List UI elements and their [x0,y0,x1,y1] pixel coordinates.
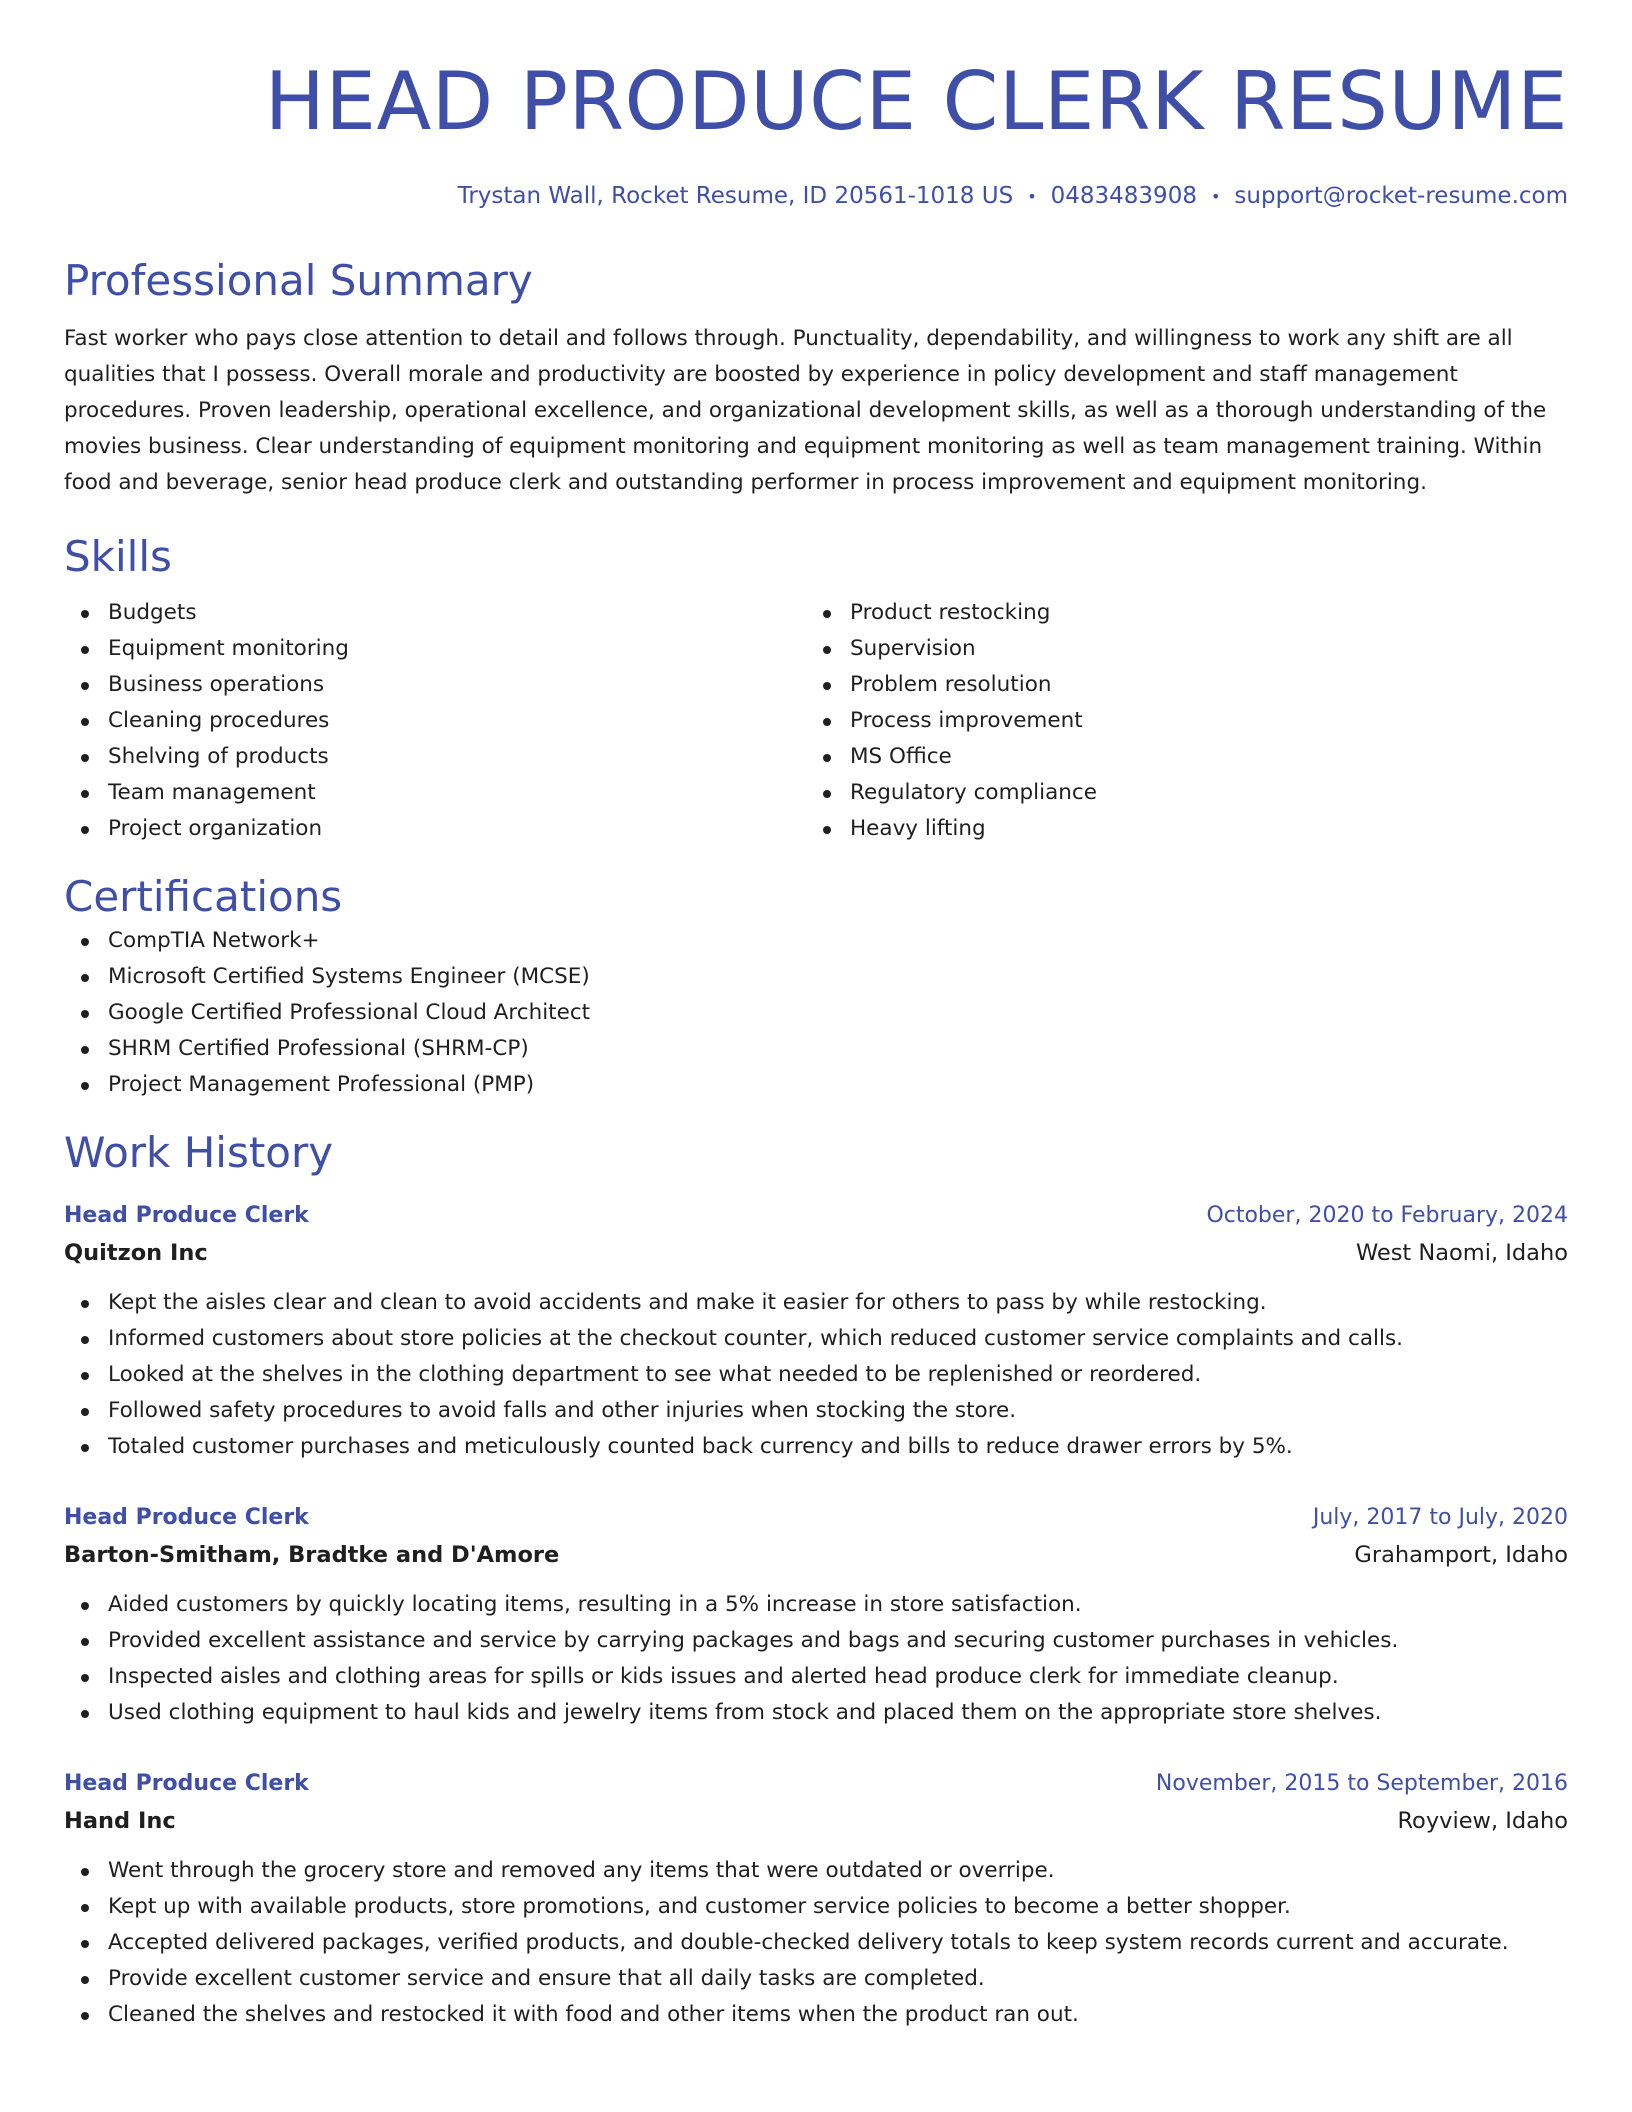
job-bullets [64,1587,1568,1731]
job-bullet: Looked at the shelves in the clothing department to see what needed to be replenished or reordered. [64,1357,1568,1393]
certification-item: Microsoft Certified Systems Engineer (MCSE) [64,959,1568,995]
job-location: Royview, Idaho [1397,1807,1568,1834]
certifications-heading: Certifications [64,871,343,921]
job-header [64,1767,1568,1801]
certification-item: Google Certified Professional Cloud Architect [64,995,1568,1031]
job-company: Barton-Smitham, Bradtke and D'Amore [64,1541,560,1568]
skill-item: Budgets [64,595,806,631]
skill-item: Product restocking [806,595,1548,631]
job-bullet: Provided excellent assistance and service by carrying packages and bags and securing customer purchases in vehicles. [64,1623,1568,1659]
work-history-list [64,1199,1568,2033]
skill-item: Cleaning procedures [64,703,806,739]
work-history-heading: Work History [64,1127,334,1177]
job-bullet: Cleaned the shelves and restocked it with food and other items when the product ran out. [64,1997,1568,2033]
skill-item: Supervision [806,631,1548,667]
job-bullet: Kept the aisles clear and clean to avoid accidents and make it easier for others to pass by while restocking. [64,1285,1568,1321]
job-title: Head Produce Clerk [64,1202,309,1228]
job-header [64,1501,1568,1535]
skill-item: Process improvement [806,703,1548,739]
job-subheader [64,1233,1568,1273]
skill-item: Equipment monitoring [64,631,806,667]
contact-address: Trystan Wall, Rocket Resume, ID 20561-1018 US [457,183,1014,209]
skills-list-left [64,595,806,847]
contact-line [64,180,1568,213]
certification-item: CompTIA Network+ [64,923,1568,959]
job-location: Grahamport, Idaho [1354,1541,1568,1568]
job-bullet: Totaled customer purchases and meticulously counted back currency and bills to reduce drawer errors by 5%. [64,1429,1568,1465]
contact-separator: • [1027,186,1037,206]
skills-grid [64,595,1568,847]
job-entry [64,1501,1568,1731]
resume-title: HEAD PRODUCE CLERK RESUME [264,55,1568,148]
skills-list-right [806,595,1548,847]
skill-item: Shelving of products [64,739,806,775]
certifications-list [64,923,1568,1103]
job-title: Head Produce Clerk [64,1504,309,1530]
skill-item: Regulatory compliance [806,775,1548,811]
job-bullet: Kept up with available products, store promotions, and customer service policies to become a better shopper. [64,1889,1568,1925]
job-bullets [64,1285,1568,1465]
certification-item: SHRM Certified Professional (SHRM-CP) [64,1031,1568,1067]
job-dates: November, 2015 to September, 2016 [1155,1770,1568,1796]
job-entry [64,1767,1568,2033]
job-dates: July, 2017 to July, 2020 [1312,1504,1568,1530]
summary-heading: Professional Summary [64,255,533,305]
skill-item: Project organization [64,811,806,847]
job-subheader [64,1801,1568,1841]
job-bullet: Went through the grocery store and removed any items that were outdated or overripe. [64,1853,1568,1889]
skill-item: Business operations [64,667,806,703]
skill-item: Problem resolution [806,667,1548,703]
summary-text: Fast worker who pays close attention to detail and follows through. Punctuality, dependability, and willingness to work any shift are all qualities that I possess. Overall morale and productivity are boosted by experience in policy development and staff management procedures. Proven leadership, operational excellence, and organizational development skills, as well as a thorough understanding of the movies business. Clear understanding of equipment monitoring and equipment monitoring as well as team management training. Within food and beverage, senior head produce clerk and outstanding performer in process improvement and equipment monitoring. [64,325,1547,495]
job-bullet: Aided customers by quickly locating items, resulting in a 5% increase in store satisfaction. [64,1587,1568,1623]
skill-item: Heavy lifting [806,811,1548,847]
job-subheader [64,1535,1568,1575]
skill-item: MS Office [806,739,1548,775]
job-bullets [64,1853,1568,2033]
certification-item: Project Management Professional (PMP) [64,1067,1568,1103]
job-company: Hand Inc [64,1807,176,1834]
job-header [64,1199,1568,1233]
job-bullet: Informed customers about store policies at the checkout counter, which reduced customer service complaints and calls. [64,1321,1568,1357]
job-bullet: Provide excellent customer service and ensure that all daily tasks are completed. [64,1961,1568,1997]
skill-item: Team management [64,775,806,811]
contact-phone: 0483483908 [1050,183,1197,209]
job-entry [64,1199,1568,1465]
contact-separator: • [1210,186,1221,206]
skills-heading: Skills [64,531,172,581]
contact-email: support@rocket-resume.com [1234,183,1568,209]
job-dates: October, 2020 to February, 2024 [1206,1202,1568,1228]
job-title: Head Produce Clerk [64,1770,309,1796]
job-bullet: Used clothing equipment to haul kids and jewelry items from stock and placed them on the appropriate store shelves. [64,1695,1568,1731]
job-bullet: Accepted delivered packages, verified products, and double-checked delivery totals to keep system records current and accurate. [64,1925,1568,1961]
job-location: West Naomi, Idaho [1355,1239,1568,1266]
job-bullet: Followed safety procedures to avoid falls and other injuries when stocking the store. [64,1393,1568,1429]
job-bullet: Inspected aisles and clothing areas for spills or kids issues and alerted head produce clerk for immediate cleanup. [64,1659,1568,1695]
job-company: Quitzon Inc [64,1239,208,1266]
